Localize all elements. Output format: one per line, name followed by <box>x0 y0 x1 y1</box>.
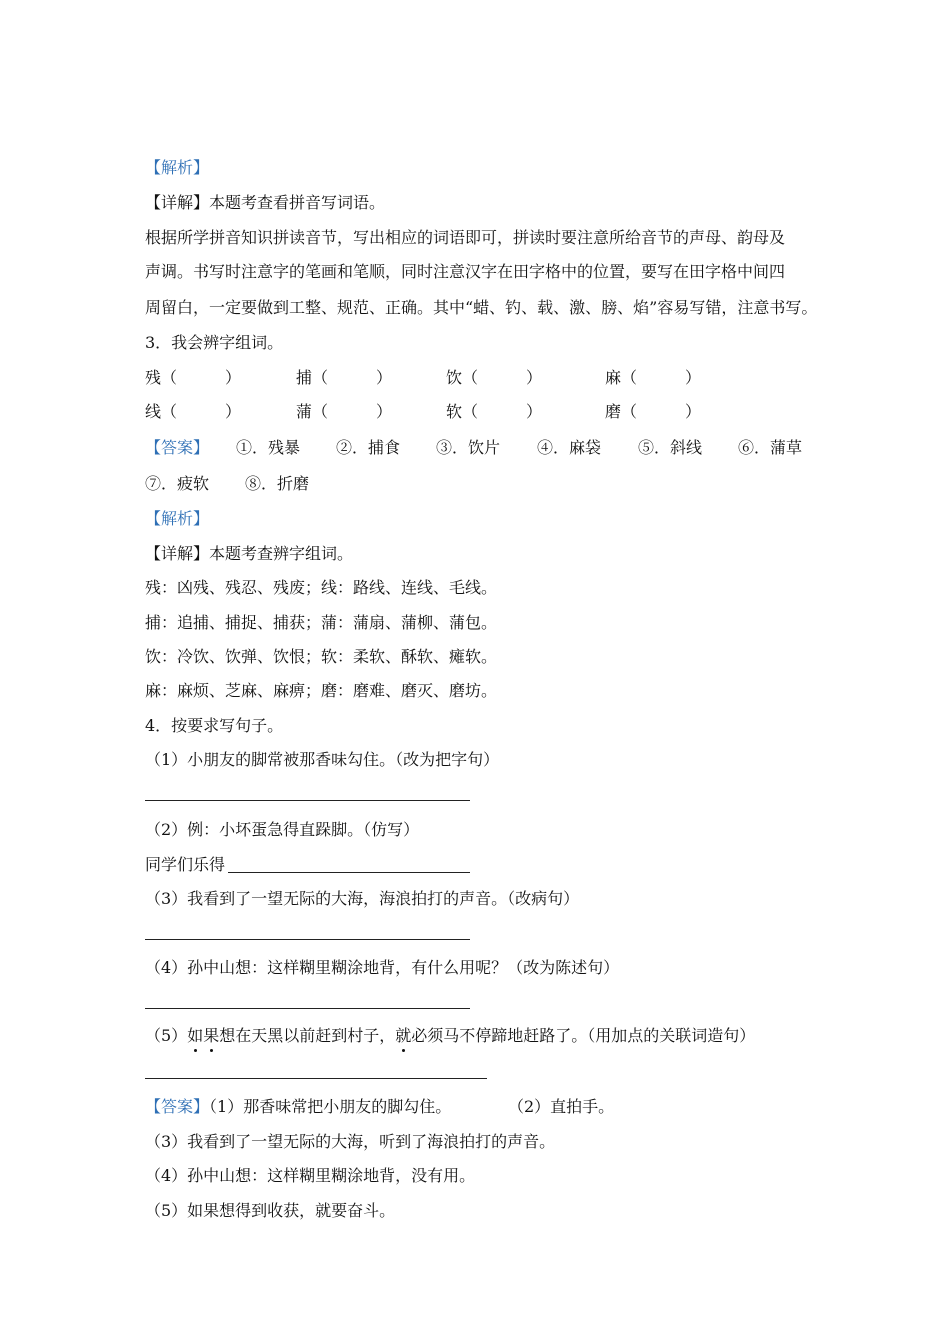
q3-explain-line: 残：凶残、残忍、残废；线：路线、连线、毛线。 <box>145 578 498 597</box>
q3-answer: ⑦．疲软 <box>145 474 210 493</box>
q3-answer: ③．饮片 <box>436 438 501 457</box>
detail-text: 本题考查看拼音写词语。 <box>209 193 386 212</box>
q4-answer-1: （1）那香味常把小朋友的脚勾住。 <box>209 1097 452 1116</box>
q4-item-1: （1）小朋友的脚常被那香味勾住。（改为把字句） <box>145 750 500 769</box>
q3-answer: ⑤．斜线 <box>638 438 703 457</box>
detail-label: 【详解】 <box>145 193 210 212</box>
q3-explain-line: 饮：冷饮、饮弹、饮恨；软：柔软、酥软、瘫软。 <box>145 647 498 666</box>
q3-answer: ④．麻袋 <box>537 438 602 457</box>
emphasis-dot-char: 就 <box>395 1026 412 1045</box>
q3-detail-label: 【详解】 <box>145 544 210 563</box>
q4-answer-3: （3）我看到了一望无际的大海，听到了海浪拍打的声音。 <box>145 1132 556 1151</box>
analysis-label: 【解析】 <box>145 158 210 177</box>
q3-answer: ①．残暴 <box>236 438 301 457</box>
emphasis-dot-char: 如 <box>187 1026 204 1045</box>
q3-row1-item: 捕（ ） <box>296 368 393 387</box>
body-line-3: 周留白，一定要做到工整、规范、正确。其中“蜡、钓、载、激、膀、焰”容易写错，注意书写。 <box>145 298 818 317</box>
q3-title: 3．我会辨字组词。 <box>145 333 284 352</box>
body-line-1: 根据所学拼音知识拼读音节，写出相应的词语即可，拼读时要注意所给音节的声母、韵母及 <box>145 228 786 247</box>
q3-row2-item: 蒲（ ） <box>296 402 393 421</box>
q4-item-2-prefix: 同学们乐得 <box>145 855 226 874</box>
answer-blank-line <box>145 800 470 801</box>
answer-blank-line <box>145 1008 470 1009</box>
q4-answer-5: （5）如果想得到收获，就要奋斗。 <box>145 1201 396 1220</box>
q3-answer: ⑥．蒲草 <box>738 438 803 457</box>
q4-item-5-text: 必须马不停蹄地赶路了。（用加点的关联词造句） <box>411 1026 756 1045</box>
q3-detail-line <box>145 544 353 564</box>
q4-answer-2: （2）直拍手。 <box>508 1097 615 1116</box>
answer-blank-line <box>145 939 470 940</box>
emphasis-dot-char: 果 <box>203 1026 220 1045</box>
q3-explain-line: 捕：追捕、捕捉、捕获；蒲：蒲扇、蒲柳、蒲包。 <box>145 613 498 632</box>
body-line-2: 声调。书写时注意字的笔画和笔顺，同时注意汉字在田字格中的位置，要写在田字格中间四 <box>145 262 786 281</box>
q3-row1-item: 残（ ） <box>145 368 242 387</box>
q3-answer: ⑧．折磨 <box>245 474 310 493</box>
q4-item-2: （2）例：小坏蛋急得直跺脚。（仿写） <box>145 820 420 839</box>
q3-row1-item: 饮（ ） <box>446 368 543 387</box>
q3-answer-label: 【答案】 <box>145 438 210 457</box>
q4-answer-line <box>145 1097 451 1117</box>
q3-row2-item: 软（ ） <box>446 402 543 421</box>
q4-title: 4．按要求写句子。 <box>145 716 284 735</box>
q3-row1-item: 麻（ ） <box>605 368 702 387</box>
q4-item-5 <box>145 1026 755 1046</box>
answer-blank-line <box>145 1078 487 1079</box>
answer-blank-line <box>228 872 470 873</box>
q4-answer-4: （4）孙中山想：这样糊里糊涂地背，没有用。 <box>145 1166 476 1185</box>
q3-row2-item: 线（ ） <box>145 402 242 421</box>
q4-answer-label: 【答案】 <box>145 1097 210 1116</box>
q4-item-4: （4）孙中山想：这样糊里糊涂地背，有什么用呢？（改为陈述句） <box>145 958 620 977</box>
q3-row2-item: 磨（ ） <box>605 402 702 421</box>
detail-line <box>145 193 385 213</box>
q3-detail-text: 本题考查辨字组词。 <box>209 544 354 563</box>
q4-item-5-text: 想在天黑以前赶到村子， <box>219 1026 396 1045</box>
q3-explain-line: 麻：麻烦、芝麻、麻痹；磨：磨难、磨灭、磨坊。 <box>145 681 498 700</box>
q3-analysis-label: 【解析】 <box>145 509 210 528</box>
q3-answer: ②．捕食 <box>336 438 401 457</box>
q4-item-3: （3）我看到了一望无际的大海，海浪拍打的声音。（改病句） <box>145 889 580 908</box>
q4-item-5-number: （5） <box>145 1026 188 1045</box>
